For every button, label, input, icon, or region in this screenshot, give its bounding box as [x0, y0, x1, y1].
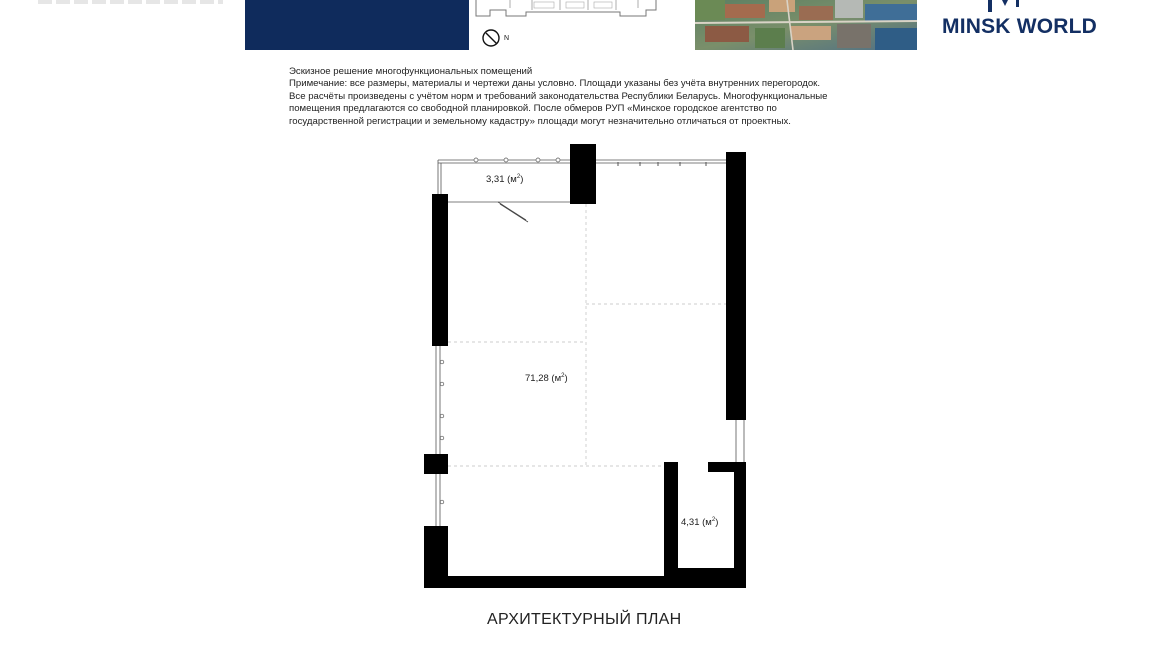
minsk-world-logo[interactable]: [938, 0, 1120, 50]
zoning-lines: [448, 204, 726, 466]
wall-column-tip: [570, 144, 582, 166]
wall-right-upper: [726, 152, 746, 420]
wall-left-upper: [432, 194, 448, 346]
left-glazing: [436, 346, 440, 526]
notes-line: Все расчёты произведены с учётом норм и требований законодательства Республики Беларусь. Многофункциональные: [289, 90, 828, 102]
left-glazing-fixtures: [440, 360, 444, 504]
wall-wc-left: [664, 462, 678, 580]
wc-area-label: 4,31 $(м^2)$: [681, 517, 719, 529]
logo-text: MINSK WORLD: [942, 15, 1098, 38]
compass-north-label: N: [504, 35, 510, 42]
notes-line: помещения предлагаются со свободной планировкой. После обмеров РУП «Минское городское агентство по: [289, 103, 777, 115]
notes-title: Эскизное решение многофункциональных помещений: [289, 66, 533, 77]
floor-plan: [418, 140, 754, 596]
wall-right-lower: [734, 462, 746, 588]
navy-banner: [245, 0, 469, 50]
aerial-photo: [695, 0, 917, 50]
notes-line: Примечание: все размеры, материалы и чертежи даны условно. Площади указаны без учёта внутренних перегородок.: [289, 78, 821, 90]
main-room-area-label: 71,28 $(м^2)$: [525, 373, 568, 385]
balcony-door: [498, 202, 528, 222]
wall-right-notch: [726, 388, 740, 398]
header-strip: [0, 0, 1154, 52]
partial-header-mark: [38, 0, 223, 4]
logo-mark-icon: [978, 0, 1022, 12]
right-glazing: [736, 420, 744, 462]
compass-icon: [483, 30, 499, 46]
wall-wc-inner: [678, 568, 734, 578]
site-plan-thumbnail: [470, 0, 660, 52]
wall-left-lower: [424, 526, 448, 588]
wall-wc-top-right: [708, 462, 740, 472]
balcony-area-label: 3,31 $(м^2)$: [486, 174, 524, 186]
plan-notes: [289, 66, 889, 128]
notes-line: государственной регистрации и земельному кадастру» площади могут незначительно отличаться от проектных.: [289, 115, 791, 127]
wall-wc-top: [664, 462, 678, 470]
plan-title: АРХИТЕКТУРНЫЙ ПЛАН: [487, 611, 682, 628]
wall-left-pier: [424, 454, 448, 474]
